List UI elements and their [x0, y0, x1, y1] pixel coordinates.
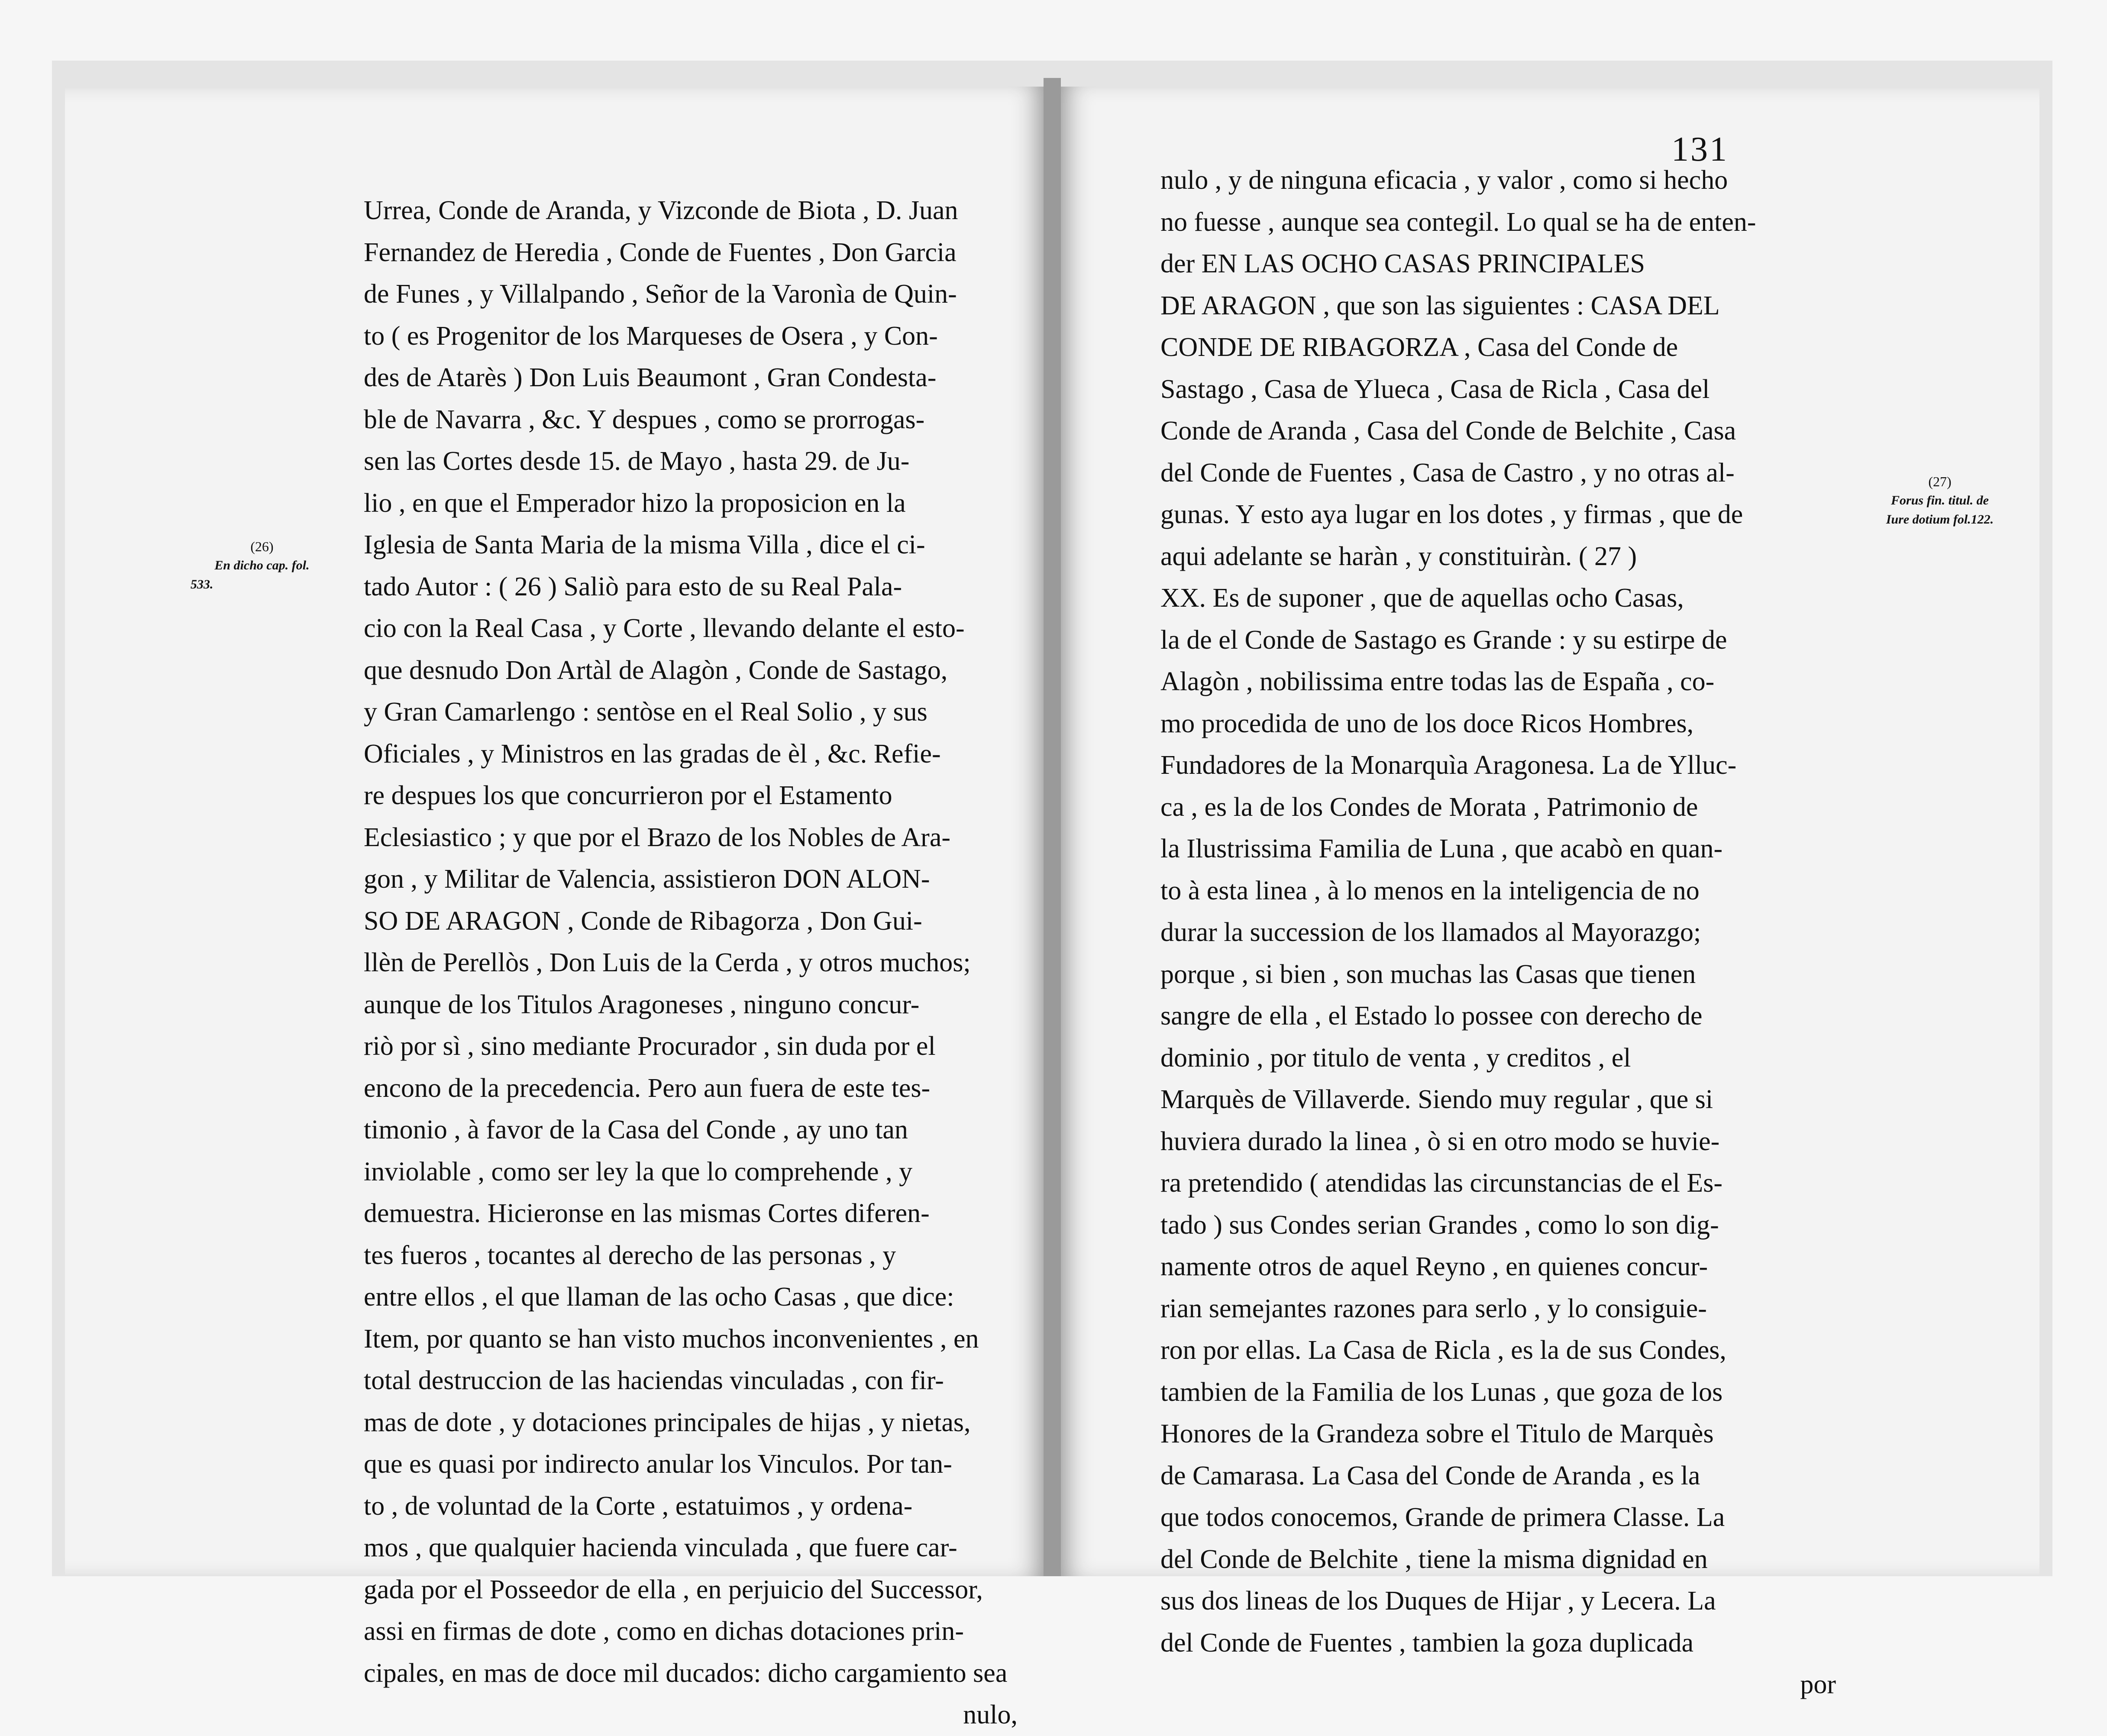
text-line: ra pretendido ( atendidas las circunstancias de el Es-	[1160, 1168, 1723, 1198]
text-line: sangre de ella , el Estado lo possee con derecho de	[1160, 1001, 1703, 1031]
text-line: llèn de Perellòs , Don Luis de la Cerda , y otros muchos;	[364, 948, 971, 977]
text-line: Marquès de Villaverde. Siendo muy regular , que si	[1160, 1085, 1713, 1114]
text-line: Iglesia de Santa Maria de la misma Villa , dice el ci-	[364, 530, 925, 559]
text-line: Fernandez de Heredia , Conde de Fuentes , Don Garcia	[364, 237, 957, 267]
text-line: que es quasi por indirecto anular los Vinculos. Por tan-	[364, 1449, 952, 1479]
right-note-line1: Forus fin. titul. de	[1891, 493, 1989, 508]
left-page-text	[364, 190, 1018, 1736]
text-line: to ( es Progenitor de los Marqueses de Osera , y Con-	[364, 321, 938, 351]
text-line: der EN LAS OCHO CASAS PRINCIPALES	[1160, 249, 1645, 278]
text-line: DE ARAGON , que son las siguientes : CASA DEL	[1160, 291, 1720, 320]
left-note-line1: En dicho cap. fol.	[214, 558, 310, 572]
right-note-line2: Iure dotium fol.122.	[1886, 512, 1994, 527]
text-line: sen las Cortes desde 15. de Mayo , hasta 29. de Ju-	[364, 446, 910, 476]
text-line: que desnudo Don Artàl de Alagòn , Conde de Sastago,	[364, 655, 948, 685]
text-line: cipales, en mas de doce mil ducados: dicho cargamiento sea	[364, 1658, 1008, 1688]
text-line: nulo , y de ninguna eficacia , y valor , como si hecho	[1160, 165, 1728, 195]
text-line: Honores de la Grandeza sobre el Titulo de Marquès	[1160, 1419, 1714, 1448]
text-line: mas de dote , y dotaciones principales de hijas , y nietas,	[364, 1407, 971, 1437]
text-line: XX. Es de suponer , que de aquellas ocho Casas,	[1160, 583, 1684, 613]
text-line: tes fueros , tocantes al derecho de las personas , y	[364, 1240, 896, 1270]
text-line: tado ) sus Condes serian Grandes , como lo son dig-	[1160, 1210, 1719, 1240]
text-line: gon , y Militar de Valencia, assistieron DON ALON-	[364, 864, 930, 894]
text-line: rian semejantes razones para serlo , y lo consiguie-	[1160, 1293, 1707, 1323]
text-line: y Gran Camarlengo : sentòse en el Real Solio , y sus	[364, 697, 927, 727]
right-margin-note	[1849, 472, 2031, 529]
text-line: Fundadores de la Monarquìa Aragonesa. La de Ylluc-	[1160, 750, 1737, 780]
text-line: riò por sì , sino mediante Procurador , sin duda por el	[364, 1031, 936, 1061]
text-line: nulo,	[963, 1700, 1018, 1730]
text-line: porque , si bien , son muchas las Casas que tienen	[1160, 959, 1696, 989]
text-line: Oficiales , y Ministros en las gradas de èl , &c. Refie-	[364, 739, 941, 769]
text-line: re despues los que concurrieron por el Estamento	[364, 781, 892, 810]
text-line: ca , es la de los Condes de Morata , Patrimonio de	[1160, 792, 1698, 822]
left-page	[65, 87, 1044, 1730]
text-line: no fuesse , aunque sea contegil. Lo qual se ha de enten-	[1160, 207, 1756, 237]
text-line: lio , en que el Emperador hizo la proposicion en la	[364, 488, 906, 518]
text-line: durar la succession de los llamados al Mayorazgo;	[1160, 918, 1701, 947]
text-line: aqui adelante se haràn , y constituiràn. ( 27 )	[1160, 541, 1637, 571]
text-line: de Funes , y Villalpando , Señor de la Varonìa de Quin-	[364, 279, 957, 309]
text-line: Urrea, Conde de Aranda, y Vizconde de Biota , D. Juan	[364, 196, 958, 225]
text-line: ble de Navarra , &c. Y despues , como se prorrogas-	[364, 404, 925, 434]
text-line: aunque de los Titulos Aragoneses , ninguno concur-	[364, 989, 920, 1019]
text-line: ron por ellas. La Casa de Ricla , es la de sus Condes,	[1160, 1335, 1726, 1365]
right-note-ref: (27)	[1928, 474, 1952, 489]
text-line: Sastago , Casa de Ylueca , Casa de Ricla , Casa del	[1160, 374, 1710, 404]
text-line: entre ellos , el que llaman de las ocho Casas , que dice:	[364, 1282, 954, 1312]
right-page	[1061, 87, 2039, 1699]
text-line: cio con la Real Casa , y Corte , llevando delante el esto-	[364, 614, 965, 643]
book-gutter	[1044, 78, 1061, 1576]
text-line: de Camarasa. La Casa del Conde de Aranda , es la	[1160, 1461, 1700, 1490]
text-line: CONDE DE RIBAGORZA , Casa del Conde de	[1160, 333, 1678, 362]
text-line: assi en firmas de dote , como en dichas dotaciones prin-	[364, 1616, 964, 1646]
open-book	[52, 61, 2052, 1730]
text-line: Eclesiastico ; y que por el Brazo de los Nobles de Ara-	[364, 822, 950, 852]
text-line: gada por el Posseedor de ella , en perjuicio del Successor,	[364, 1574, 983, 1604]
text-line: Item, por quanto se han visto muchos inconvenientes , en	[364, 1324, 979, 1354]
left-note-line2: 533.	[191, 577, 213, 592]
left-note-ref: (26)	[250, 539, 274, 554]
text-line: del Conde de Fuentes , tambien la goza duplicada	[1160, 1628, 1694, 1658]
text-line: Conde de Aranda , Casa del Conde de Belchite , Casa	[1160, 416, 1736, 446]
text-line: la Ilustrissima Familia de Luna , que acabò en quan-	[1160, 834, 1723, 863]
text-line: SO DE ARAGON , Conde de Ribagorza , Don Gui-	[364, 906, 922, 936]
text-line: tambien de la Familia de los Lunas , que goza de los	[1160, 1377, 1723, 1407]
text-line: mo procedida de uno de los doce Ricos Hombres,	[1160, 708, 1694, 738]
text-line: del Conde de Belchite , tiene la misma dignidad en	[1160, 1544, 1708, 1574]
page-number: 131	[1671, 130, 1729, 168]
text-line: tado Autor : ( 26 ) Saliò para esto de su Real Pala-	[364, 572, 902, 601]
text-line: total destruccion de las haciendas vinculadas , con fir-	[364, 1366, 944, 1395]
right-page-text	[1160, 159, 1836, 1706]
text-line: dominio , por titulo de venta , y creditos , el	[1160, 1043, 1631, 1073]
left-margin-note	[191, 537, 333, 594]
text-line: des de Atarès ) Don Luis Beaumont , Gran Condesta-	[364, 363, 937, 392]
text-line: timonio , à favor de la Casa del Conde , ay uno tan	[364, 1115, 908, 1144]
text-line: del Conde de Fuentes , Casa de Castro , y no otras al-	[1160, 458, 1735, 488]
text-line: huviera durado la linea , ò si en otro modo se huvie-	[1160, 1126, 1720, 1156]
text-line: gunas. Y esto aya lugar en los dotes , y firmas , que de	[1160, 500, 1743, 529]
text-line: to à esta linea , à lo menos en la inteligencia de no	[1160, 876, 1700, 905]
text-line: namente otros de aquel Reyno , en quienes concur-	[1160, 1252, 1708, 1281]
text-line: que todos conocemos, Grande de primera Classe. La	[1160, 1503, 1725, 1532]
text-line: Alagòn , nobilissima entre todas las de España , co-	[1160, 667, 1715, 696]
text-line: to , de voluntad de la Corte , estatuimos , y ordena-	[364, 1491, 913, 1521]
text-line: por	[1800, 1670, 1836, 1699]
text-line: inviolable , como ser ley la que lo comprehende , y	[364, 1157, 913, 1186]
text-line: demuestra. Hicieronse en las mismas Cortes diferen-	[364, 1199, 930, 1228]
text-line: sus dos lineas de los Duques de Hijar , y Lecera. La	[1160, 1586, 1716, 1616]
text-line: la de el Conde de Sastago es Grande : y su estirpe de	[1160, 625, 1727, 655]
text-line: mos , que qualquier hacienda vinculada , que fuere car-	[364, 1533, 957, 1562]
text-line: encono de la precedencia. Pero aun fuera de este tes-	[364, 1073, 931, 1103]
